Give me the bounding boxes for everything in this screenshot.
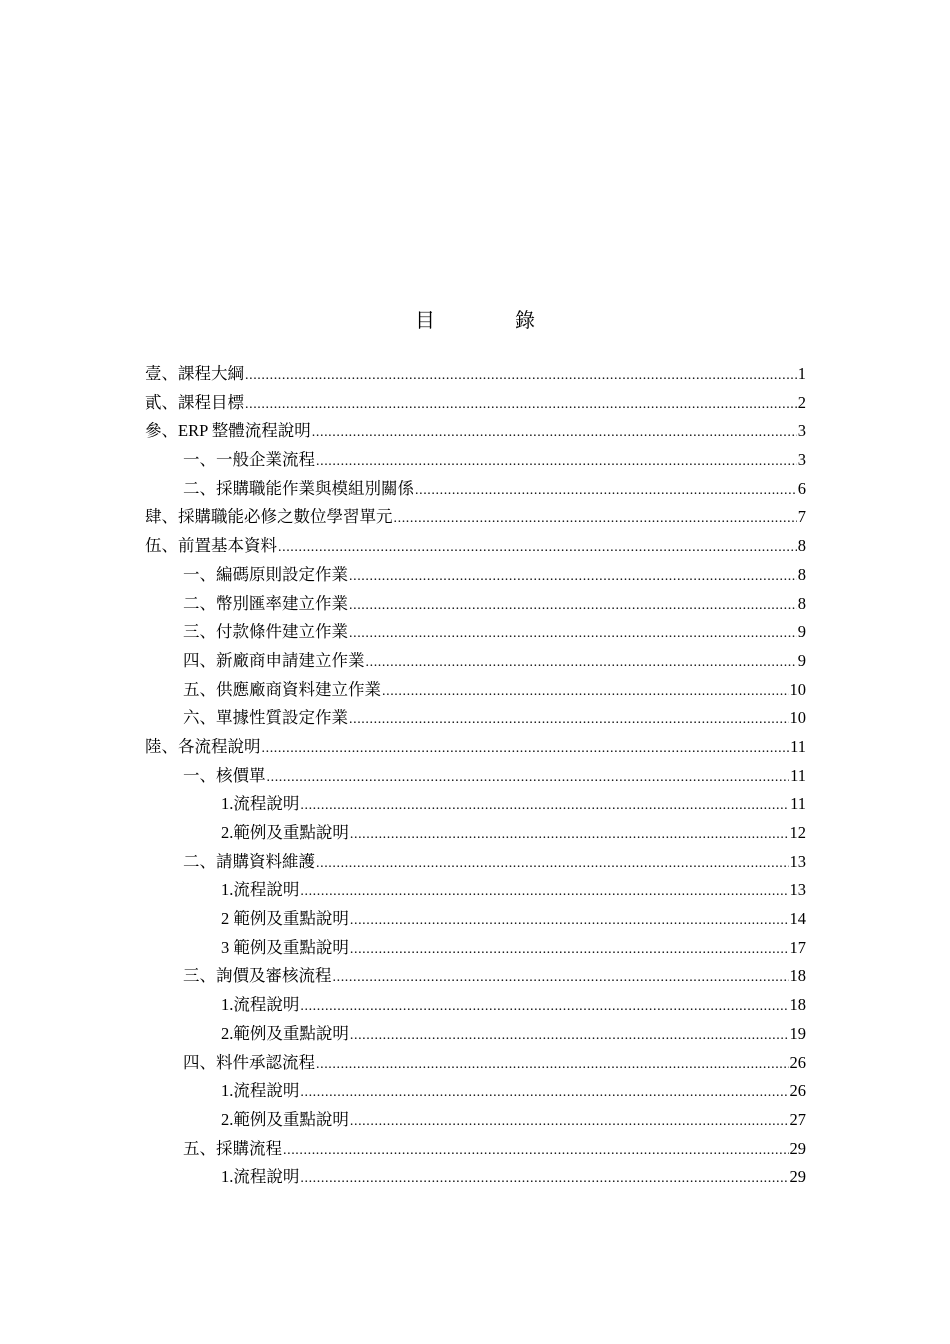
toc-entry[interactable]	[145, 1020, 806, 1049]
toc-dot-leader	[245, 391, 797, 420]
toc-entry-label: 1.流程說明	[221, 794, 300, 814]
toc-entry[interactable]	[145, 446, 806, 475]
toc-entry-label: 五、供應廠商資料建立作業	[183, 679, 381, 699]
toc-entry-label: 1.流程說明	[221, 1081, 300, 1101]
toc-entry-label: 三、付款條件建立作業	[183, 622, 348, 642]
toc-entry[interactable]	[145, 475, 806, 504]
toc-entry[interactable]	[145, 417, 806, 446]
toc-entry[interactable]	[145, 1049, 806, 1078]
toc-entry-label: 1.流程說明	[221, 880, 300, 900]
toc-entry[interactable]	[145, 561, 806, 590]
toc-dot-leader	[300, 1079, 788, 1108]
toc-entry-page-number: 26	[789, 1052, 806, 1072]
toc-entry-label: 貳、課程目標	[145, 392, 244, 412]
toc-entry[interactable]	[145, 819, 806, 848]
toc-entry-label: 四、新廠商申請建立作業	[183, 650, 365, 670]
toc-entry-page-number: 11	[790, 794, 806, 814]
toc-dot-leader	[278, 534, 797, 563]
toc-title: 目 錄	[415, 310, 535, 332]
toc-entry-label: 壹、課程大綱	[145, 364, 244, 383]
toc-entry-page-number: 3	[797, 421, 806, 441]
toc-dot-leader	[394, 505, 797, 534]
toc-entry[interactable]	[145, 676, 806, 705]
toc-entry-page-number: 9	[797, 650, 806, 670]
toc-dot-leader	[300, 993, 788, 1022]
toc-entry[interactable]	[145, 1106, 806, 1135]
toc-entry-label: 2.範例及重點說明	[221, 1109, 349, 1129]
toc-dot-leader	[366, 649, 797, 678]
toc-dot-leader	[350, 1108, 789, 1137]
toc-entry-page-number: 6	[797, 478, 806, 498]
toc-entry[interactable]	[145, 532, 806, 561]
toc-dot-leader	[349, 620, 797, 649]
toc-dot-leader	[316, 448, 797, 477]
toc-entry-page-number: 8	[797, 536, 806, 556]
toc-dot-leader	[300, 1165, 788, 1194]
toc-entry-page-number: 2	[797, 392, 806, 412]
toc-entry-label: 三、詢價及審核流程	[183, 966, 332, 986]
toc-entry-page-number: 19	[789, 1023, 806, 1043]
toc-dot-leader	[316, 1051, 789, 1080]
toc-dot-leader	[283, 1137, 789, 1166]
toc-dot-leader	[349, 592, 797, 621]
toc-entry-page-number: 18	[789, 995, 806, 1015]
toc-entry[interactable]	[145, 647, 806, 676]
toc-entry[interactable]	[145, 1077, 806, 1106]
toc-entry-page-number: 29	[789, 1138, 806, 1158]
toc-entry[interactable]	[145, 905, 806, 934]
toc-entry-page-number: 8	[797, 593, 806, 613]
toc-entry[interactable]	[145, 389, 806, 418]
toc-entry-page-number: 27	[789, 1109, 806, 1129]
toc-entry-page-number: 1	[797, 364, 806, 383]
toc-dot-leader	[300, 792, 789, 821]
toc-entry[interactable]	[145, 590, 806, 619]
toc-entry-page-number: 9	[797, 622, 806, 642]
toc-entry-page-number: 17	[789, 937, 806, 957]
toc-dot-leader	[350, 1022, 789, 1051]
toc-dot-leader	[415, 477, 797, 506]
toc-dot-leader	[349, 706, 789, 735]
toc-entry[interactable]	[145, 618, 806, 647]
toc-entry-label: 陸、各流程說明	[145, 736, 261, 756]
toc-dot-leader	[262, 735, 790, 764]
toc-entry-page-number: 14	[789, 909, 806, 929]
toc-entry-page-number: 18	[789, 966, 806, 986]
toc-dot-leader	[316, 850, 789, 879]
toc-dot-leader	[267, 764, 790, 793]
toc-dot-leader	[333, 964, 789, 993]
toc-entry[interactable]	[145, 360, 806, 389]
toc-entry-label: 一、一般企業流程	[183, 450, 315, 470]
toc-entry-label: 3 範例及重點說明	[221, 937, 349, 957]
toc-entry[interactable]	[145, 790, 806, 819]
toc-entry-page-number: 3	[797, 450, 806, 470]
toc-entry-page-number: 8	[797, 564, 806, 584]
toc-entry[interactable]	[145, 733, 806, 762]
toc-dot-leader	[349, 563, 797, 592]
toc-entry-page-number: 29	[789, 1167, 806, 1187]
toc-entry-label: 2.範例及重點說明	[221, 823, 349, 842]
toc-entry-label: 伍、前置基本資料	[145, 536, 277, 556]
toc-entry-page-number: 10	[789, 679, 806, 699]
toc-entry-label: 二、請購資料維護	[183, 851, 315, 871]
toc-entry-label: 2 範例及重點說明	[221, 909, 349, 929]
toc-entry-label: 1.流程說明	[221, 1167, 300, 1187]
toc-entry[interactable]	[145, 848, 806, 877]
toc-dot-leader	[382, 678, 789, 707]
toc-entry-label: 2.範例及重點說明	[221, 1023, 349, 1043]
toc-entry[interactable]	[145, 934, 806, 963]
toc-dot-leader	[245, 362, 797, 391]
toc-entry-label: 二、採購職能作業與模組別關係	[183, 478, 414, 498]
toc-entry-page-number: 26	[789, 1081, 806, 1101]
toc-entry-page-number: 13	[789, 851, 806, 871]
toc-dot-leader	[350, 907, 789, 936]
toc-entry-label: 參、ERP 整體流程說明	[145, 421, 311, 441]
toc-entry-page-number: 13	[789, 880, 806, 900]
toc-entry-label: 六、單據性質設定作業	[183, 708, 348, 728]
toc-entry-page-number: 10	[789, 708, 806, 728]
toc-entry[interactable]	[145, 962, 806, 991]
toc-entry-label: 四、料件承認流程	[183, 1052, 315, 1072]
toc-entry-label: 一、編碼原則設定作業	[183, 564, 348, 584]
toc-entry-label: 二、幣別匯率建立作業	[183, 593, 348, 613]
toc-entry-label: 五、採購流程	[183, 1138, 282, 1158]
toc-entry[interactable]	[145, 1163, 806, 1192]
toc-list	[145, 360, 806, 1192]
toc-entry-label: 1.流程說明	[221, 995, 300, 1015]
toc-dot-leader	[300, 878, 788, 907]
toc-dot-leader	[350, 936, 789, 965]
toc-dot-leader	[312, 419, 797, 448]
toc-entry-page-number: 11	[790, 736, 806, 756]
toc-entry-page-number: 11	[790, 765, 806, 785]
toc-entry[interactable]	[145, 991, 806, 1020]
toc-entry[interactable]	[145, 704, 806, 733]
toc-entry[interactable]	[145, 876, 806, 905]
toc-entry[interactable]	[145, 1135, 806, 1164]
toc-entry[interactable]	[145, 762, 806, 791]
toc-entry[interactable]	[145, 503, 806, 532]
toc-entry-label: 肆、採購職能必修之數位學習單元	[145, 507, 393, 527]
toc-entry-label: 一、核價單	[183, 765, 266, 785]
toc-entry-page-number: 7	[797, 507, 806, 527]
toc-entry-page-number: 12	[789, 823, 806, 842]
toc-dot-leader	[350, 821, 789, 850]
